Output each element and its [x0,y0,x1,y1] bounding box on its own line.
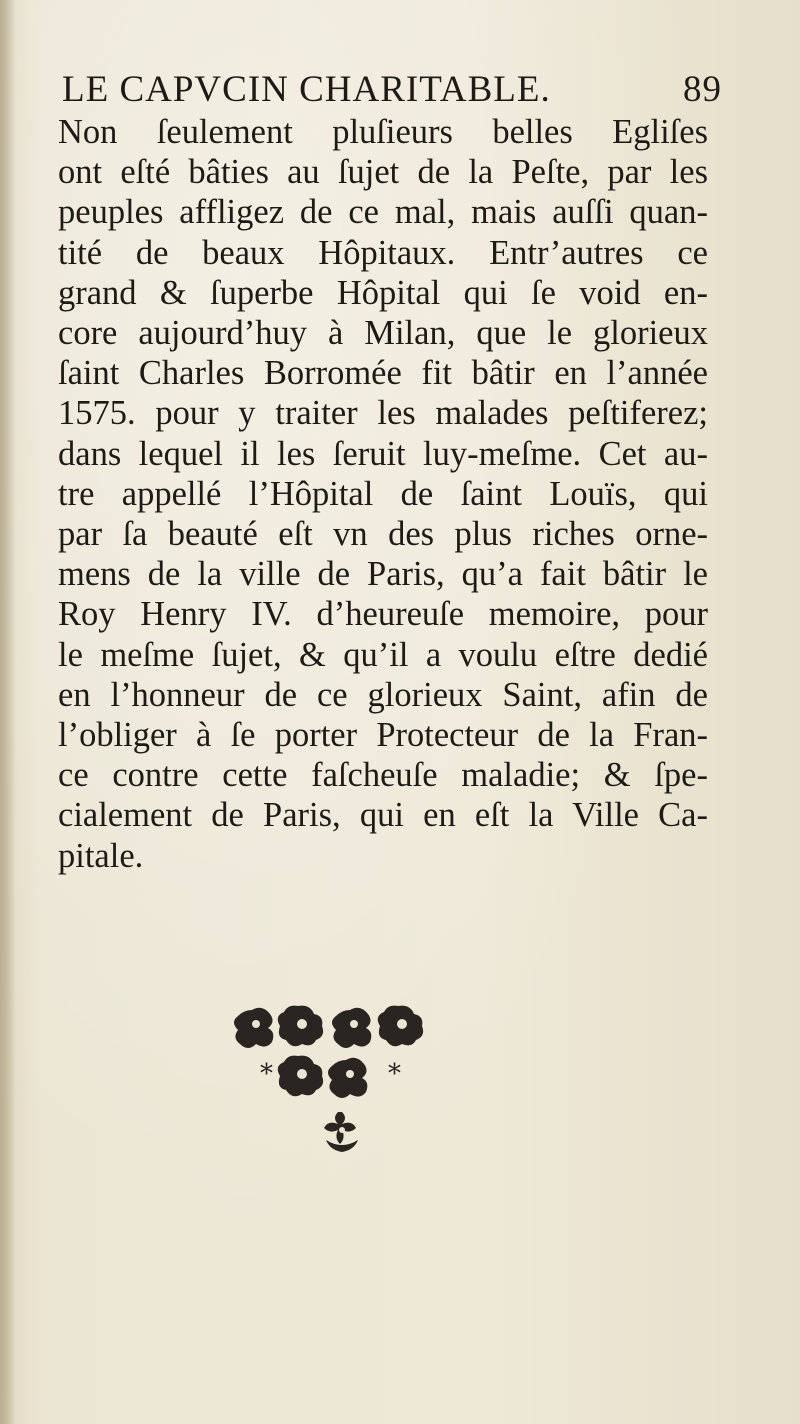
running-title: LE CAPVCIN CHARITABLE. [62,69,551,110]
text-line: cialement de Paris, qui en eſt la Ville Ca- [58,796,708,835]
page-header [62,68,722,111]
text-line: peuples affligez de ce mal, mais auſſi quan- [58,193,708,232]
fleuron-row-top [234,1006,423,1048]
text-line: pitale. [58,836,144,875]
page-number: 89 [683,69,722,110]
text-line: mens de la ville de Paris, qu’a fait bâtir le [58,555,708,594]
body-text [58,112,708,876]
text-line: ſaint Charles Borromée fit bâtir en l’année [58,354,708,393]
text-line: ce contre cette faſcheuſe maladie; & ſpe- [58,756,708,795]
binding-shadow [0,0,16,1424]
text-line: Non ſeulement pluſieurs belles Egliſes [58,113,708,151]
fleuron-bottom [324,1112,358,1152]
text-line: dans lequel il les ſeruit luy-meſme. Cet au- [58,434,708,473]
text-line: 1575. pour y traiter les malades peſtiferez; [58,394,708,433]
text-line: le meſme ſujet, & qu’il a voulu eſtre dedié [58,635,708,674]
text-line: l’obliger à ſe porter Protecteur de la Fran- [58,716,708,755]
asterisk-left: * [260,1059,273,1089]
text-line: tité de beaux Hôpitaux. Entr’autres ce [58,233,708,272]
text-line: core aujourd’huy à Milan, que le glorieux [58,314,708,353]
text-line: tre appellé l’Hôpital de ſaint Louïs, qui [58,474,708,513]
fleuron-row-middle [260,1056,401,1098]
text-line: ont eſté bâties au ſujet de la Peſte, par les [58,153,708,192]
fleuron-tailpiece [220,1000,480,1170]
text-line: en l’honneur de ce glorieux Saint, afin de [58,675,708,714]
text-line: grand & ſuperbe Hôpital qui ſe void en- [58,273,708,312]
asterisk-right: * [388,1059,401,1089]
text-line: Roy Henry IV. d’heureuſe memoire, pour [58,595,708,634]
text-line: par ſa beauté eſt vn des plus riches orne- [58,515,708,554]
